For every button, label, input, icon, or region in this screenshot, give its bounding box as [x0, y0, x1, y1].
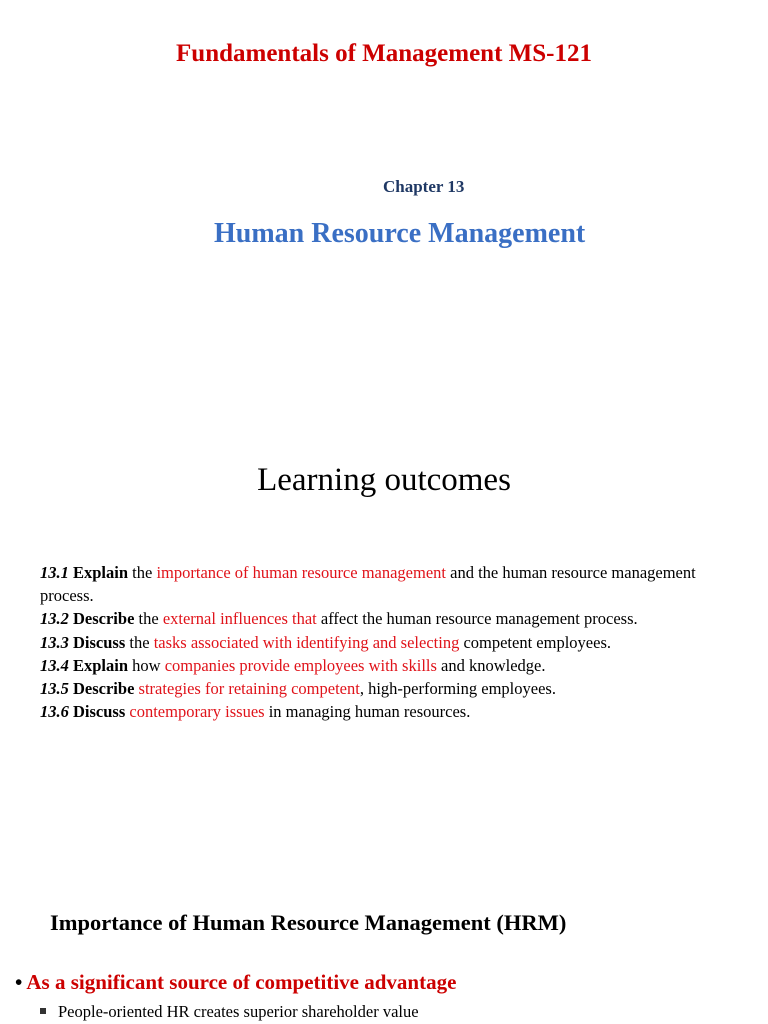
outcome-number: 13.2 [40, 609, 69, 629]
outcome-item [40, 700, 745, 723]
outcome-highlight: strategies for retaining competent [138, 679, 360, 699]
outcome-text: competent employees. [459, 632, 611, 652]
outcome-text: the [128, 563, 157, 582]
outcome-text: and knowledge. [436, 655, 546, 675]
bullet-text: As a significant source of competitive advantage [26, 970, 457, 994]
outcome-text: in managing human resources. [264, 702, 471, 722]
outcome-highlight: importance of human resource management [156, 563, 447, 582]
outcome-text: how [128, 655, 165, 675]
outcome-verb: Explain [73, 655, 129, 675]
outcome-highlight: contemporary issues [129, 702, 265, 722]
square-bullet-icon [40, 1008, 46, 1014]
outcome-number: 13.4 [40, 655, 69, 675]
bullet-icon: • [15, 970, 23, 994]
outcome-text: , high-performing employees. [359, 679, 556, 699]
outcome-verb: Explain [73, 563, 129, 582]
outcome-item [40, 631, 745, 654]
outcome-highlight: external influences that [162, 609, 317, 629]
outcome-item [40, 677, 745, 700]
learning-outcomes-heading: Learning outcomes [257, 462, 511, 498]
outcome-highlight: companies provide employees with skills [164, 655, 437, 675]
outcome-text: the [125, 632, 154, 652]
outcome-text: the [134, 609, 163, 629]
chapter-label: Chapter 13 [383, 177, 465, 196]
outcome-text: affect the human resource management process. [316, 609, 638, 629]
bullet-item [15, 970, 456, 995]
outcome-number: 13.5 [40, 679, 69, 699]
learning-outcomes-list [40, 561, 745, 723]
outcome-item [40, 654, 745, 677]
course-title: Fundamentals of Management MS-121 [176, 40, 592, 67]
hrm-importance-heading: Importance of Human Resource Management (HRM) [50, 910, 567, 935]
outcome-verb: Describe [73, 609, 135, 629]
outcome-verb: Discuss [73, 632, 126, 652]
outcome-verb: Describe [73, 679, 135, 699]
outcome-number: 13.1 [40, 563, 69, 582]
sub-bullet-text: People-oriented HR creates superior shareholder value [58, 1002, 419, 1021]
sub-bullet-item [40, 1002, 419, 1022]
outcome-item [40, 607, 745, 630]
outcome-number: 13.6 [40, 702, 69, 722]
outcome-highlight: tasks associated with identifying and selecting [153, 632, 460, 652]
outcome-text: and the human resource management process. [40, 563, 696, 606]
chapter-title: Human Resource Management [214, 218, 586, 249]
outcome-number: 13.3 [40, 632, 69, 652]
outcome-item [40, 561, 745, 607]
outcome-verb: Discuss [73, 702, 126, 722]
